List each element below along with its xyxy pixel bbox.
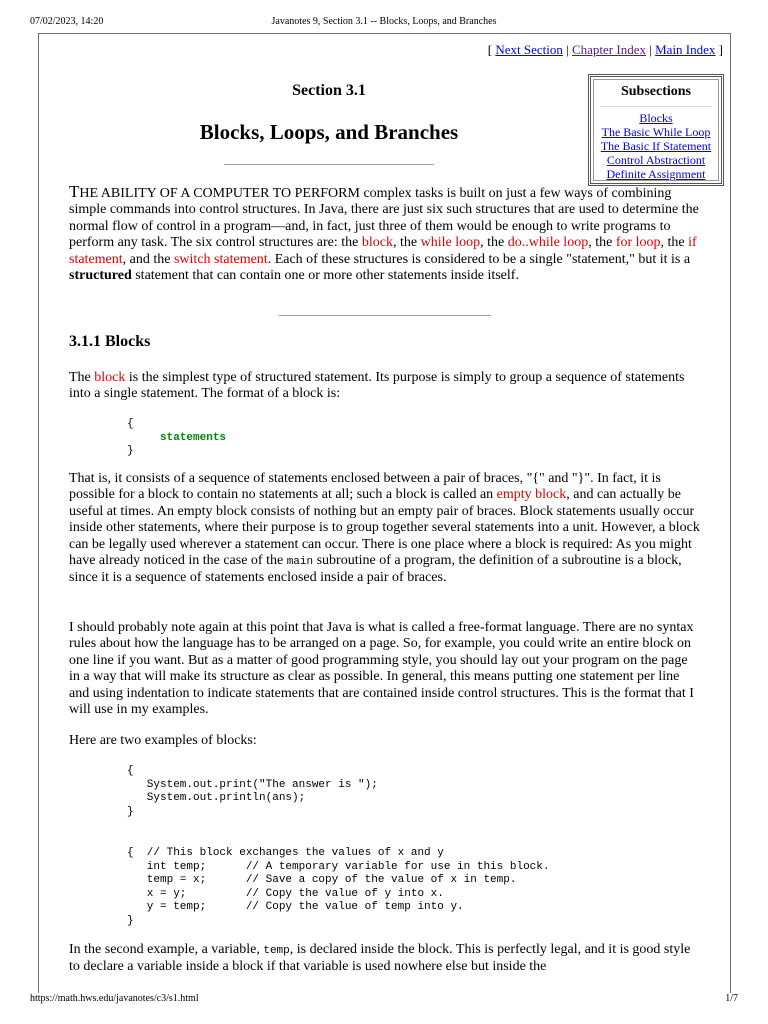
term-for-loop[interactable]: for loop: [615, 235, 661, 251]
blocks-paragraph-3: I should probably note again at this point that Java is what is called a free-format language. There are no syntax rules about how the language has to be arranged on a page. So, for example, you could write an entire block on one line if you want. But as a matter of good programming style, you should lay out your program on the page in a way that will make its structure as clear as possible. In general, this means putting one statement per line and using indentation to indicate statements that are contained inside control structures. This is the format that I will use in my examples.: [69, 620, 694, 718]
subsection-link-control-abstraction[interactable]: Control Abstractiont: [606, 153, 706, 167]
code-main: main: [286, 556, 314, 569]
page-frame: [38, 33, 731, 993]
title-divider: [224, 164, 434, 165]
subsection-link-while-loop[interactable]: The Basic While Loop: [601, 125, 711, 139]
intro-paragraph: THE ABILITY OF A COMPUTER TO PERFORM complex tasks is built on just a few ways of combining simple commands into control structures. In Java, there are just six such structures that are used to determine the normal flow of control in a program—and, in fact, just three of them would be enough to write programs to perform any task. The six control structures are: the block, the while loop, the do..while loop, the for loop, the if statement, and the switch statement. Each of these structures is considered to be a single "statement," but it is a structured statement that can contain one or more other statements inside itself.: [69, 182, 699, 284]
statements-placeholder: statements: [160, 431, 227, 444]
nav-bracket-close: ]: [718, 42, 723, 57]
term-block[interactable]: block: [94, 370, 126, 385]
term-if-statement[interactable]: if statement: [69, 235, 697, 267]
term-empty-block[interactable]: empty block: [496, 487, 567, 503]
nav-separator: |: [649, 42, 652, 57]
print-date: 07/02/2023, 14:20: [30, 16, 104, 27]
term-switch-statement[interactable]: switch statement: [173, 251, 268, 267]
blocks-paragraph-1: The block is the simplest type of structured statement. Its purpose is simply to group a sequence of statements into a single statement. The format of a block is:: [69, 370, 685, 402]
next-section-link[interactable]: Next Section: [495, 42, 563, 57]
subsection-link-definite-assignment[interactable]: Definite Assignment: [606, 167, 706, 181]
example-code-1: { System.out.print("The answer is "); System.out.println(ans); }: [127, 765, 378, 818]
subsections-title: Subsections: [620, 84, 692, 99]
main-index-link[interactable]: Main Index: [655, 42, 716, 57]
print-page-number: 1/7: [725, 993, 738, 1004]
print-url: https://math.hws.edu/javanotes/c3/s1.html: [30, 993, 199, 1004]
term-while-loop[interactable]: while loop: [420, 235, 481, 251]
print-header: [30, 16, 738, 30]
navigation-bar: [488, 42, 723, 58]
nav-separator: |: [566, 42, 569, 57]
term-structured: structured: [69, 268, 132, 284]
block-format-code: { statements }: [127, 418, 227, 458]
blocks-paragraph-5: In the second example, a variable, temp, is declared inside the block. This is perfectly legal, and it is good style to declare a variable inside a block if that variable is used nowhere else but inside the: [69, 942, 691, 975]
nav-bracket-open: [: [487, 42, 493, 57]
section-divider: [279, 315, 491, 316]
intro-lead: HE ABILITY OF A COMPUTER TO PERFORM: [79, 186, 360, 201]
example-code-2: { // This block exchanges the values of x and y int temp; // A temporary variable for use in this block. temp = x; // Save a copy of the value of x in temp. x = y; // Copy the value of y into x. y = temp; // Copy the value of temp into y. }: [127, 847, 550, 927]
drop-cap: T: [69, 182, 80, 201]
subsection-link-blocks[interactable]: Blocks: [639, 111, 673, 125]
print-title: Javanotes 9, Section 3.1 -- Blocks, Loops, and Branches: [271, 16, 497, 27]
subsections-divider: [600, 106, 712, 107]
subsection-link-if-statement[interactable]: The Basic If Statement: [600, 139, 712, 153]
section-number: Section 3.1: [292, 82, 366, 99]
chapter-title: Blocks, Loops, and Branches: [199, 120, 459, 144]
term-do-while-loop[interactable]: do..while loop: [507, 235, 589, 251]
blocks-paragraph-4: Here are two examples of blocks:: [69, 733, 257, 748]
term-block[interactable]: block: [361, 235, 393, 251]
chapter-index-link[interactable]: Chapter Index: [571, 42, 646, 57]
blocks-heading: 3.1.1 Blocks: [69, 333, 151, 350]
blocks-paragraph-2: That is, it consists of a sequence of statements enclosed between a pair of braces, "{" and "}". In fact, it is possible for a block to contain no statements at all; such a block is called an empty block, and can actually be useful at times. An empty block consists of nothing but an empty pair of braces. Block statements usually occur inside other statements, where their purpose is to group together several statements into a unit. However, a block can be legally used wherever a statement can occur. There is one place where a block is required: As you might have already noticed in the case of the main subroutine of a program, the definition of a subroutine is a block, since it is a sequence of statements enclosed inside a pair of braces.: [69, 471, 700, 586]
print-footer: [30, 993, 738, 1007]
code-temp: temp: [263, 945, 290, 957]
